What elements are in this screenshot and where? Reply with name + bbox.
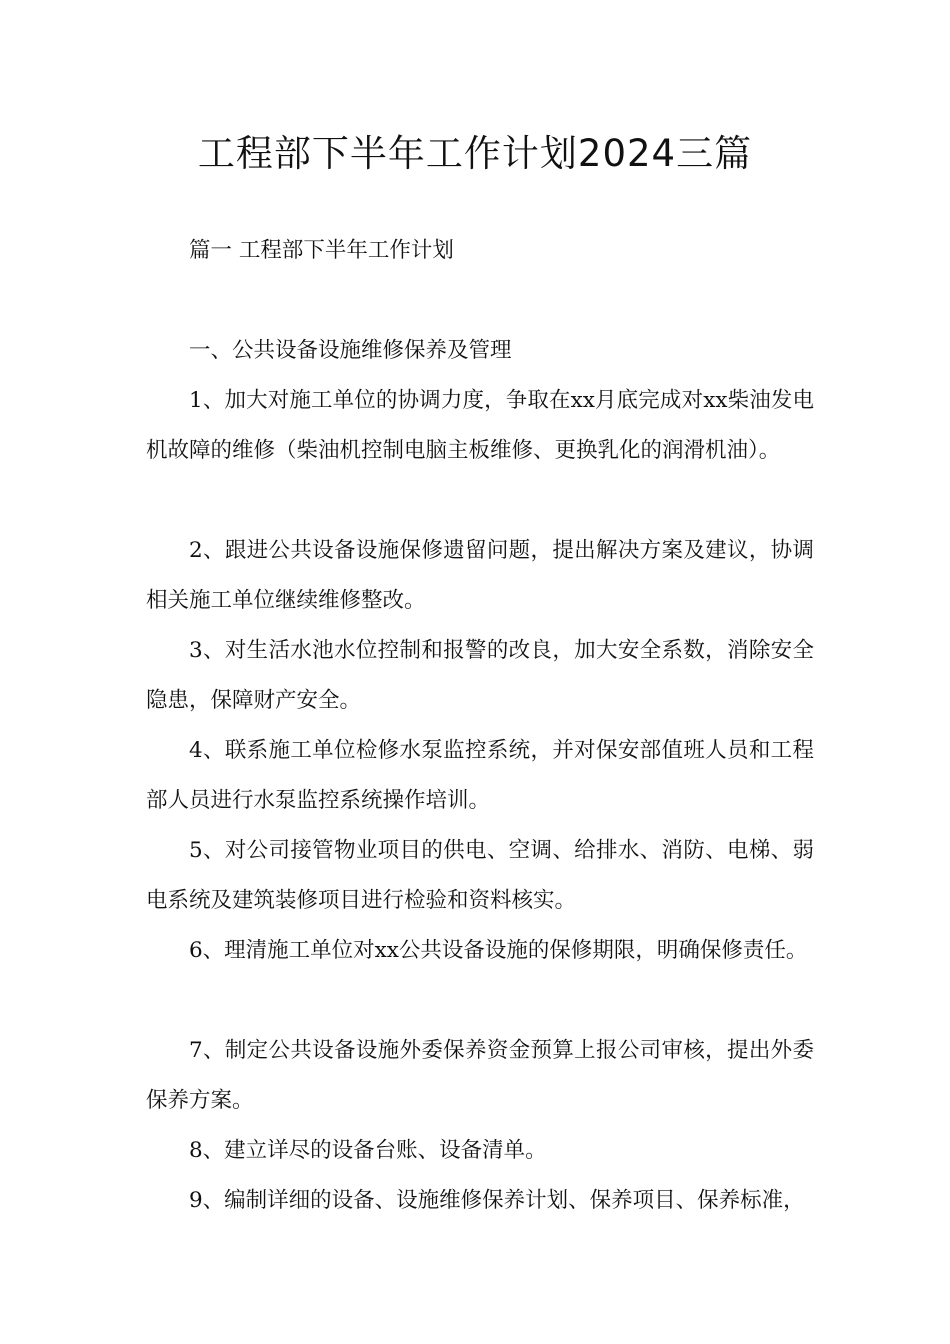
paragraph-4: 4、联系施工单位检修水泵监控系统，并对保安部值班人员和工程部人员进行水泵监控系统操作培训。 [146,738,814,813]
paragraph-2: 2、跟进公共设备设施保修遗留问题，提出解决方案及建议，协调相关施工单位继续维修整改。 [146,538,814,613]
document-title: 工程部下半年工作计划2024三篇 [197,132,753,175]
section-heading: 一、公共设备设施维修保养及管理 [189,338,512,363]
paragraph-9: 9、编制详细的设备、设施维修保养计划、保养项目、保养标准， [189,1188,805,1213]
paragraph-5: 5、对公司接管物业项目的供电、空调、给排水、消防、电梯、弱电系统及建筑装修项目进行检验和资料核实。 [146,838,814,913]
paragraph-7: 7、制定公共设备设施外委保养资金预算上报公司审核，提出外委保养方案。 [146,1038,814,1113]
paragraph-6: 6、理清施工单位对xx公共设备设施的保修期限，明确保修责任。 [189,938,808,963]
paragraph-1: 1、加大对施工单位的协调力度，争取在xx月底完成对xx柴油发电机故障的维修（柴油机控制电脑主板维修、更换乳化的润滑机油）。 [146,388,814,463]
paragraph-3: 3、对生活水池水位控制和报警的改良，加大安全系数，消除安全隐患，保障财产安全。 [146,638,814,713]
paragraph-8: 8、建立详尽的设备台账、设备清单。 [189,1138,547,1163]
chapter-heading: 篇一 工程部下半年工作计划 [189,238,454,263]
